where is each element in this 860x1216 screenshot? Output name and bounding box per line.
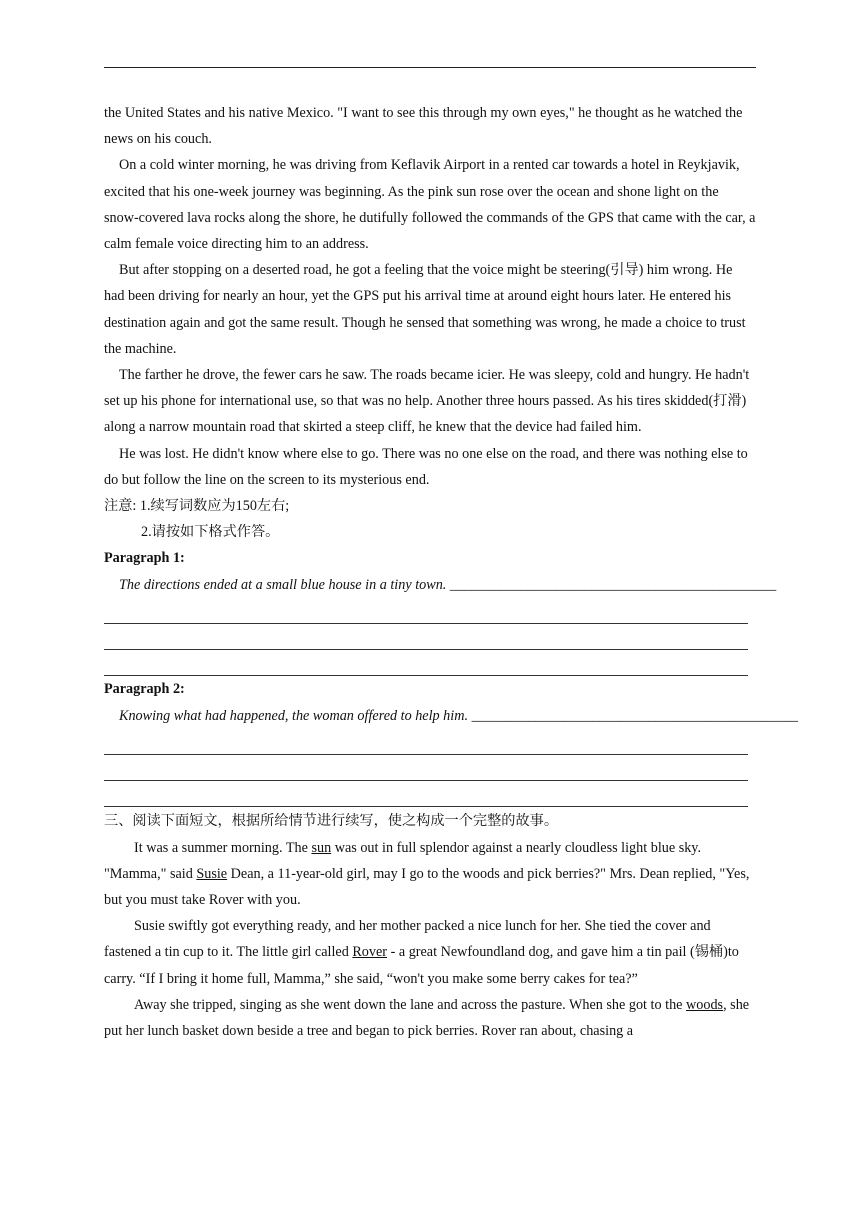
paragraph-1-lead bbox=[104, 572, 777, 598]
section-3-paragraph-1 bbox=[104, 835, 756, 914]
text-run: , she put her lunch basket down beside a tree and began to pick berries. Rover ran about, chasing a bbox=[104, 996, 750, 1040]
text-run: It was a summer morning. The bbox=[134, 839, 312, 856]
note-line-1: 注意: 1.续写词数应为150左右; bbox=[104, 498, 290, 515]
passage-a-paragraph-4: The farther he drove, the fewer cars he saw. The roads became icier. He was sleepy, cold and hungry. He hadn't set up his phone for international use, so that was no help. Another three hours passed. As his tires skidded(打滑) along a narrow mountain road that skirted a steep cliff, he knew that the device had failed him. bbox=[104, 367, 750, 436]
paragraph-2-lead-text: Knowing what had happened, the woman offered to help him. bbox=[119, 707, 469, 724]
passage-a-paragraph-2: On a cold winter morning, he was driving from Keflavik Airport in a rented car towards a hotel in Reykjavik, excited that his one-week journey was beginning. As the pink sun rose over the ocean and shone light on the snow-covered lava rocks along the shore, he dutifully followed the commands of the GPS that came with the car, a calm female voice directing him to an address. bbox=[104, 157, 756, 253]
paragraph-1-lead-text: The directions ended at a small blue house in a tiny town. bbox=[119, 576, 447, 593]
answer-blank-line[interactable] bbox=[104, 781, 748, 807]
passage-a-paragraph-3: But after stopping on a deserted road, he got a feeling that the voice might be steering(引导) him wrong. He had been driving for nearly an hour, yet the GPS put his arrival time at around eight hours later. He entered his destination again and got the same result. Though he sensed that something was wrong, he made a choice to trust the machine. bbox=[104, 262, 746, 357]
text-run: was out in full splendor against a nearly cloudless light blue sky. "Mamma," said bbox=[104, 839, 702, 882]
answer-blank-line[interactable] bbox=[104, 598, 748, 624]
note-line-2: 2.请按如下格式作答。 bbox=[141, 524, 280, 541]
document-body bbox=[104, 100, 798, 1044]
text-run: Dean, a 11-year-old girl, may I go to the woods and pick berries?" Mrs. Dean replied, "Yes, but you must take Rover with you. bbox=[104, 865, 750, 908]
passage-a-paragraph-5: He was lost. He didn't know where else to go. There was no one else on the road, and there was nothing else to do but follow the line on the screen to its mysterious end. bbox=[104, 445, 748, 488]
answer-blank-line[interactable] bbox=[104, 729, 748, 755]
underlined-word: sun bbox=[311, 839, 332, 856]
underlined-word: woods bbox=[686, 996, 724, 1013]
header-rule bbox=[104, 67, 756, 68]
paragraph-2-fill-line: ______________________________________________ bbox=[471, 707, 798, 724]
paragraph-1-fill-line: ______________________________________________ bbox=[449, 576, 777, 593]
section-3-paragraph-3 bbox=[104, 992, 756, 1044]
underlined-word: Susie bbox=[196, 865, 228, 882]
text-run: Away she tripped, singing as she went down the lane and across the pasture. When she got to the bbox=[134, 996, 687, 1013]
answer-blank-line[interactable] bbox=[104, 755, 748, 781]
paragraph-2-heading: Paragraph 2: bbox=[104, 681, 185, 698]
passage-a-paragraph-1: the United States and his native Mexico. "I want to see this through my own eyes," he thought as he watched the news on his couch. bbox=[104, 105, 743, 148]
text-run: Susie swiftly got everything ready, and her mother packed a nice lunch for her. She tied the cover and fastened a tin cup to it. The little girl called bbox=[104, 918, 711, 961]
section-3-paragraph-2 bbox=[104, 913, 756, 992]
answer-blank-line[interactable] bbox=[104, 650, 748, 676]
underlined-word: Rover bbox=[352, 944, 388, 961]
paragraph-2-lead bbox=[104, 703, 798, 729]
paragraph-1-heading: Paragraph 1: bbox=[104, 550, 185, 567]
section-3-instruction: 三、阅读下面短文，根据所给情节进行续写，使之构成一个完整的故事。 bbox=[104, 813, 559, 830]
text-run: - a great Newfoundland dog, and gave him a tin pail (锡桶)to carry. “If I bring it home full, Mamma,” she said, “won't you make some berry cakes for tea?” bbox=[104, 944, 739, 987]
answer-blank-line[interactable] bbox=[104, 624, 748, 650]
